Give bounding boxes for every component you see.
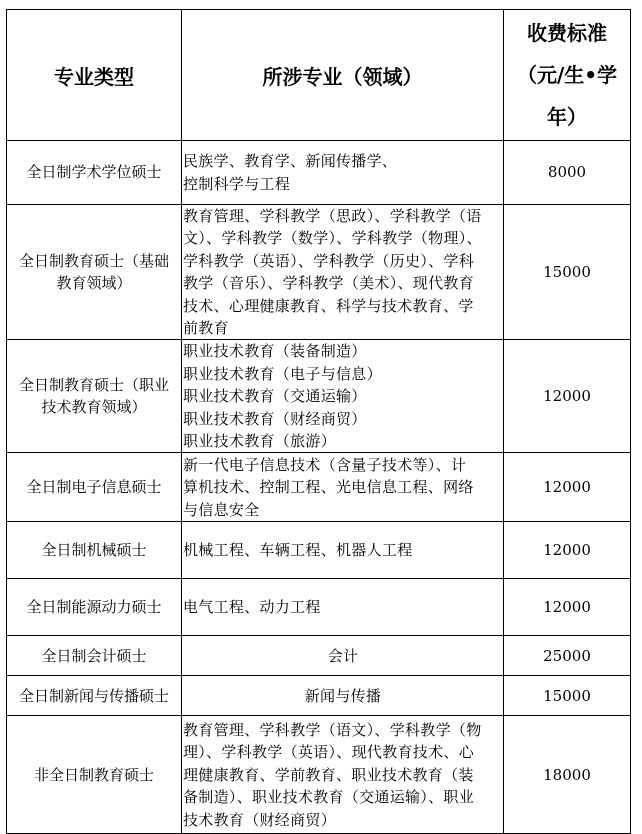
header-majors: 所涉专业（领域） xyxy=(182,10,504,141)
table-row xyxy=(7,340,631,453)
cell-majors xyxy=(182,676,504,716)
majors-line: 学科教学（英语）、学科教学（历史）、学科 xyxy=(183,251,475,270)
majors-line: 民族学、教育学、新闻传播学、 xyxy=(183,152,398,171)
cell-majors xyxy=(182,716,504,834)
cell-major-type xyxy=(7,141,182,205)
cell-major-type xyxy=(7,522,182,579)
table-row xyxy=(7,141,631,205)
table-row xyxy=(7,676,631,716)
majors-line: 理健康教育、学前教育、职业技术教育（装 xyxy=(183,765,474,784)
cell-major-type xyxy=(7,579,182,636)
cell-majors xyxy=(182,205,504,340)
majors-line: 电气工程、动力工程 xyxy=(183,598,321,617)
cell-fee: 12000 xyxy=(504,579,631,636)
major-type-line: 全日制学术学位硕士 xyxy=(26,163,162,182)
cell-fee: 25000 xyxy=(504,636,631,676)
cell-majors xyxy=(182,453,504,522)
major-type-line: 全日制机械硕士 xyxy=(41,541,147,560)
majors-line: 职业技术教育（装备制造） xyxy=(183,342,367,361)
majors-line: 教育管理、学科教学（语文）、学科教学（物 xyxy=(183,720,482,739)
majors-line: 新闻与传播 xyxy=(304,686,382,705)
major-type-line: 全日制新闻与传播硕士 xyxy=(18,686,169,705)
header-fee-line: 收费标准 xyxy=(527,21,607,45)
majors-line: 控制科学与工程 xyxy=(183,174,291,193)
cell-major-type xyxy=(7,676,182,716)
major-type-line: 全日制会计硕士 xyxy=(41,646,147,665)
cell-major-type xyxy=(7,205,182,340)
majors-line: 职业技术教育（旅游） xyxy=(183,432,337,451)
table-row xyxy=(7,579,631,636)
majors-line: 理）、学科教学（英语）、现代教育技术、心 xyxy=(183,743,475,762)
major-type-line: 全日制电子信息硕士 xyxy=(26,478,162,497)
majors-line: 职业技术教育（交通运输） xyxy=(183,387,367,406)
tuition-fee-table xyxy=(6,9,631,834)
cell-majors xyxy=(182,579,504,636)
cell-fee: 18000 xyxy=(504,716,631,834)
cell-fee: 15000 xyxy=(504,676,631,716)
table-row xyxy=(7,453,631,522)
cell-major-type xyxy=(7,636,182,676)
table-row xyxy=(7,636,631,676)
majors-line: 机械工程、车辆工程、机器人工程 xyxy=(183,541,413,560)
major-type-line: 非全日制教育硕士 xyxy=(33,765,154,784)
cell-majors xyxy=(182,141,504,205)
majors-line: 新一代电子信息技术（含量子技术等）、计 xyxy=(183,455,467,474)
header-fee xyxy=(504,10,631,141)
header-row xyxy=(7,10,631,141)
cell-majors xyxy=(182,522,504,579)
table-row xyxy=(7,205,631,340)
majors-line: 教育管理、学科教学（思政）、学科教学（语 xyxy=(183,207,482,225)
majors-line: 职业技术教育（财经商贸） xyxy=(183,409,367,428)
table-row xyxy=(7,716,631,834)
majors-line: 会计 xyxy=(327,646,359,665)
majors-line: 技术、心理健康教育、科学与技术教育、学 xyxy=(183,296,474,315)
header-major-type: 专业类型 xyxy=(7,10,182,141)
majors-line: 备制造）、职业技术教育（交通运输）、职业 xyxy=(183,788,475,807)
majors-line: 文）、学科教学（数学）、学科教学（物理）、 xyxy=(183,229,482,248)
majors-line: 职业技术教育（电子与信息） xyxy=(183,364,382,383)
majors-line: 技术教育（财经商贸） xyxy=(183,810,337,829)
cell-major-type xyxy=(7,340,182,453)
cell-majors xyxy=(182,636,504,676)
majors-line: 前教育 xyxy=(183,319,229,338)
cell-major-type xyxy=(7,453,182,522)
cell-fee: 12000 xyxy=(504,340,631,453)
major-type-line: 技术教育领域） xyxy=(41,398,147,417)
header-fee-line: （元/生•学 xyxy=(516,63,618,87)
table-body xyxy=(7,141,631,834)
major-type-line: 教育领域） xyxy=(56,274,132,293)
cell-majors xyxy=(182,340,504,453)
majors-line: 算机技术、控制工程、光电信息工程、网络 xyxy=(183,478,474,497)
major-type-line: 全日制能源动力硕士 xyxy=(26,598,162,617)
majors-line: 教学（音乐）、学科教学（美术）、现代教育 xyxy=(183,274,475,293)
table-row xyxy=(7,522,631,579)
major-type-line: 全日制教育硕士（职业 xyxy=(18,376,169,395)
header-fee-line: 年） xyxy=(547,105,587,129)
major-type-line: 全日制教育硕士（基础 xyxy=(18,251,169,270)
cell-fee: 15000 xyxy=(504,205,631,340)
cell-fee: 12000 xyxy=(504,453,631,522)
majors-line: 与信息安全 xyxy=(183,500,260,519)
cell-major-type xyxy=(7,716,182,834)
cell-fee: 12000 xyxy=(504,522,631,579)
cell-fee: 8000 xyxy=(504,141,631,205)
